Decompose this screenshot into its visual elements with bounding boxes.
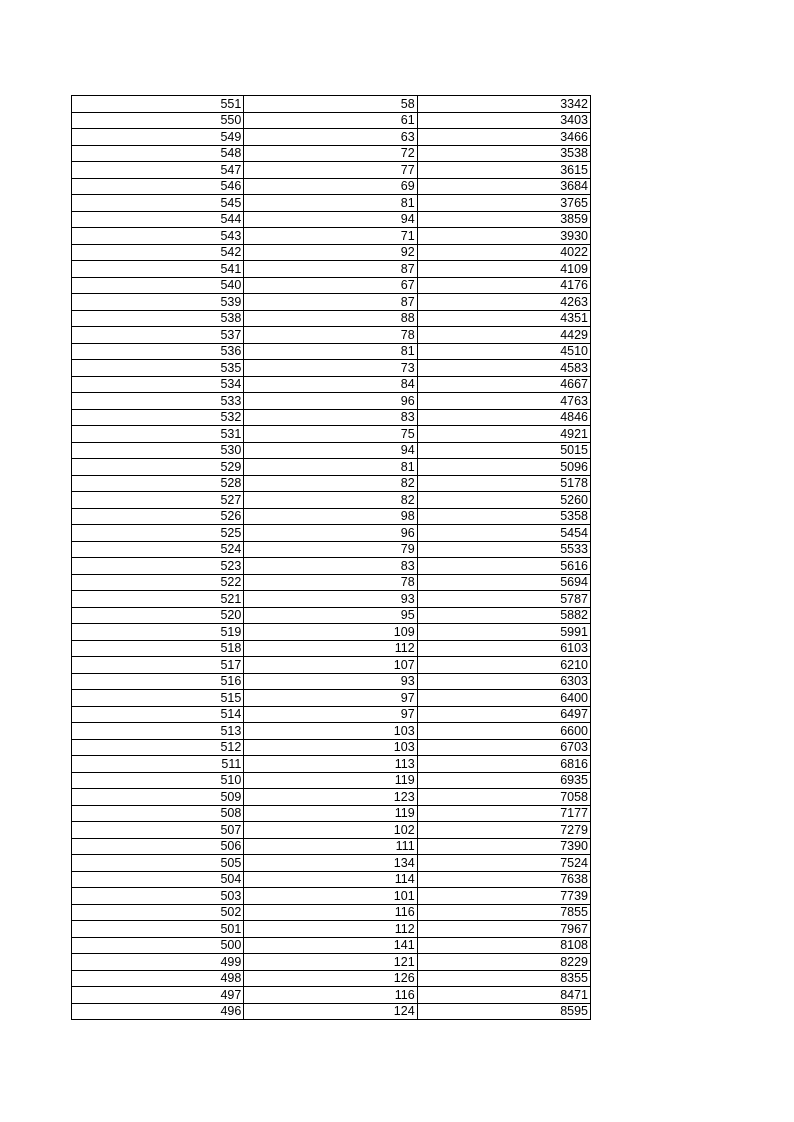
count-cell: 71: [244, 228, 417, 245]
score-cell: 501: [72, 921, 244, 938]
score-cell: 527: [72, 492, 244, 509]
table-row: [72, 723, 591, 740]
score-cell: 509: [72, 789, 244, 806]
score-cell: 535: [72, 360, 244, 377]
score-cell: 521: [72, 591, 244, 608]
count-cell: 134: [244, 855, 417, 872]
cumulative-cell: 3684: [417, 178, 590, 195]
table-row: [72, 558, 591, 575]
score-cell: 496: [72, 1003, 244, 1020]
cumulative-cell: 3615: [417, 162, 590, 179]
count-cell: 88: [244, 310, 417, 327]
cumulative-cell: 4763: [417, 393, 590, 410]
count-cell: 67: [244, 277, 417, 294]
count-cell: 124: [244, 1003, 417, 1020]
cumulative-cell: 7739: [417, 888, 590, 905]
score-cell: 513: [72, 723, 244, 740]
score-cell: 520: [72, 607, 244, 624]
score-cell: 522: [72, 574, 244, 591]
cumulative-cell: 6497: [417, 706, 590, 723]
cumulative-cell: 3403: [417, 112, 590, 129]
count-cell: 81: [244, 343, 417, 360]
count-cell: 72: [244, 145, 417, 162]
count-cell: 112: [244, 640, 417, 657]
score-cell: 550: [72, 112, 244, 129]
cumulative-cell: 7638: [417, 871, 590, 888]
cumulative-cell: 3538: [417, 145, 590, 162]
cumulative-cell: 7279: [417, 822, 590, 839]
table-row: [72, 393, 591, 410]
table-row: [72, 195, 591, 212]
table-row: [72, 541, 591, 558]
table-row: [72, 492, 591, 509]
table-row: [72, 640, 591, 657]
table-row: [72, 244, 591, 261]
score-cell: 526: [72, 508, 244, 525]
count-cell: 87: [244, 294, 417, 311]
score-cell: 551: [72, 96, 244, 113]
score-cell: 536: [72, 343, 244, 360]
score-cell: 500: [72, 937, 244, 954]
score-cell: 503: [72, 888, 244, 905]
table-row: [72, 96, 591, 113]
score-cell: 548: [72, 145, 244, 162]
table-row: [72, 871, 591, 888]
count-cell: 81: [244, 459, 417, 476]
count-cell: 58: [244, 96, 417, 113]
score-cell: 502: [72, 904, 244, 921]
score-cell: 508: [72, 805, 244, 822]
table-row: [72, 162, 591, 179]
table-row: [72, 129, 591, 146]
count-cell: 96: [244, 393, 417, 410]
score-cell: 541: [72, 261, 244, 278]
count-cell: 97: [244, 690, 417, 707]
score-cell: 549: [72, 129, 244, 146]
table-row: [72, 772, 591, 789]
cumulative-cell: 3765: [417, 195, 590, 212]
count-cell: 92: [244, 244, 417, 261]
count-cell: 98: [244, 508, 417, 525]
cumulative-cell: 5991: [417, 624, 590, 641]
cumulative-cell: 4429: [417, 327, 590, 344]
table-body: [72, 96, 591, 1020]
table-row: [72, 145, 591, 162]
table-row: [72, 228, 591, 245]
count-cell: 102: [244, 822, 417, 839]
score-cell: 506: [72, 838, 244, 855]
score-cell: 498: [72, 970, 244, 987]
table-row: [72, 904, 591, 921]
count-cell: 87: [244, 261, 417, 278]
count-cell: 111: [244, 838, 417, 855]
cumulative-cell: 6303: [417, 673, 590, 690]
count-cell: 95: [244, 607, 417, 624]
count-cell: 84: [244, 376, 417, 393]
cumulative-cell: 8471: [417, 987, 590, 1004]
cumulative-cell: 4510: [417, 343, 590, 360]
table-row: [72, 327, 591, 344]
count-cell: 93: [244, 673, 417, 690]
cumulative-cell: 4351: [417, 310, 590, 327]
cumulative-cell: 8595: [417, 1003, 590, 1020]
count-cell: 69: [244, 178, 417, 195]
score-cell: 525: [72, 525, 244, 542]
table-row: [72, 310, 591, 327]
cumulative-cell: 6210: [417, 657, 590, 674]
count-cell: 116: [244, 987, 417, 1004]
count-cell: 81: [244, 195, 417, 212]
score-table: [71, 95, 591, 1020]
score-cell: 531: [72, 426, 244, 443]
table-row: [72, 525, 591, 542]
count-cell: 73: [244, 360, 417, 377]
cumulative-cell: 5616: [417, 558, 590, 575]
cumulative-cell: 4263: [417, 294, 590, 311]
table-row: [72, 409, 591, 426]
table-row: [72, 607, 591, 624]
count-cell: 141: [244, 937, 417, 954]
table-row: [72, 739, 591, 756]
cumulative-cell: 4109: [417, 261, 590, 278]
cumulative-cell: 4583: [417, 360, 590, 377]
table-row: [72, 294, 591, 311]
table-row: [72, 706, 591, 723]
table-row: [72, 508, 591, 525]
cumulative-cell: 5787: [417, 591, 590, 608]
cumulative-cell: 7390: [417, 838, 590, 855]
cumulative-cell: 5260: [417, 492, 590, 509]
count-cell: 96: [244, 525, 417, 542]
count-cell: 114: [244, 871, 417, 888]
table-row: [72, 475, 591, 492]
cumulative-cell: 5882: [417, 607, 590, 624]
score-cell: 516: [72, 673, 244, 690]
table-row: [72, 343, 591, 360]
cumulative-cell: 7524: [417, 855, 590, 872]
table-row: [72, 954, 591, 971]
table-row: [72, 459, 591, 476]
cumulative-cell: 7177: [417, 805, 590, 822]
table-row: [72, 855, 591, 872]
cumulative-cell: 7967: [417, 921, 590, 938]
count-cell: 113: [244, 756, 417, 773]
count-cell: 119: [244, 772, 417, 789]
table-row: [72, 426, 591, 443]
table-row: [72, 442, 591, 459]
score-cell: 518: [72, 640, 244, 657]
count-cell: 119: [244, 805, 417, 822]
score-cell: 512: [72, 739, 244, 756]
score-cell: 497: [72, 987, 244, 1004]
cumulative-cell: 6600: [417, 723, 590, 740]
score-cell: 547: [72, 162, 244, 179]
table-row: [72, 805, 591, 822]
count-cell: 83: [244, 558, 417, 575]
score-cell: 514: [72, 706, 244, 723]
score-cell: 537: [72, 327, 244, 344]
cumulative-cell: 4667: [417, 376, 590, 393]
cumulative-cell: 7855: [417, 904, 590, 921]
score-cell: 511: [72, 756, 244, 773]
cumulative-cell: 6400: [417, 690, 590, 707]
count-cell: 94: [244, 211, 417, 228]
score-cell: 517: [72, 657, 244, 674]
cumulative-cell: 4176: [417, 277, 590, 294]
count-cell: 107: [244, 657, 417, 674]
cumulative-cell: 5015: [417, 442, 590, 459]
score-cell: 533: [72, 393, 244, 410]
cumulative-cell: 4846: [417, 409, 590, 426]
table-row: [72, 838, 591, 855]
score-cell: 499: [72, 954, 244, 971]
table-row: [72, 1003, 591, 1020]
table-row: [72, 277, 591, 294]
table-row: [72, 673, 591, 690]
cumulative-cell: 8355: [417, 970, 590, 987]
count-cell: 103: [244, 723, 417, 740]
cumulative-cell: 3466: [417, 129, 590, 146]
count-cell: 78: [244, 327, 417, 344]
score-cell: 530: [72, 442, 244, 459]
cumulative-cell: 3859: [417, 211, 590, 228]
count-cell: 77: [244, 162, 417, 179]
score-cell: 528: [72, 475, 244, 492]
score-cell: 523: [72, 558, 244, 575]
count-cell: 126: [244, 970, 417, 987]
table-row: [72, 376, 591, 393]
table-row: [72, 822, 591, 839]
table-row: [72, 211, 591, 228]
table-row: [72, 921, 591, 938]
score-cell: 515: [72, 690, 244, 707]
count-cell: 121: [244, 954, 417, 971]
score-cell: 542: [72, 244, 244, 261]
table-row: [72, 624, 591, 641]
count-cell: 116: [244, 904, 417, 921]
score-cell: 532: [72, 409, 244, 426]
cumulative-cell: 3342: [417, 96, 590, 113]
count-cell: 83: [244, 409, 417, 426]
table-row: [72, 657, 591, 674]
table-row: [72, 112, 591, 129]
count-cell: 94: [244, 442, 417, 459]
cumulative-cell: 6103: [417, 640, 590, 657]
cumulative-cell: 5533: [417, 541, 590, 558]
score-cell: 538: [72, 310, 244, 327]
cumulative-cell: 4921: [417, 426, 590, 443]
cumulative-cell: 5178: [417, 475, 590, 492]
cumulative-cell: 8108: [417, 937, 590, 954]
count-cell: 79: [244, 541, 417, 558]
score-cell: 524: [72, 541, 244, 558]
table-row: [72, 360, 591, 377]
count-cell: 78: [244, 574, 417, 591]
cumulative-cell: 5358: [417, 508, 590, 525]
count-cell: 63: [244, 129, 417, 146]
cumulative-cell: 3930: [417, 228, 590, 245]
table-row: [72, 261, 591, 278]
count-cell: 75: [244, 426, 417, 443]
table-row: [72, 690, 591, 707]
cumulative-cell: 8229: [417, 954, 590, 971]
score-cell: 543: [72, 228, 244, 245]
score-cell: 519: [72, 624, 244, 641]
count-cell: 61: [244, 112, 417, 129]
table-row: [72, 937, 591, 954]
count-cell: 109: [244, 624, 417, 641]
score-cell: 546: [72, 178, 244, 195]
cumulative-cell: 6816: [417, 756, 590, 773]
cumulative-cell: 6935: [417, 772, 590, 789]
count-cell: 103: [244, 739, 417, 756]
table-row: [72, 789, 591, 806]
cumulative-cell: 4022: [417, 244, 590, 261]
score-cell: 540: [72, 277, 244, 294]
cumulative-cell: 5694: [417, 574, 590, 591]
cumulative-cell: 5454: [417, 525, 590, 542]
table-row: [72, 591, 591, 608]
score-cell: 504: [72, 871, 244, 888]
count-cell: 93: [244, 591, 417, 608]
score-cell: 505: [72, 855, 244, 872]
count-cell: 82: [244, 475, 417, 492]
score-cell: 544: [72, 211, 244, 228]
table-row: [72, 756, 591, 773]
cumulative-cell: 7058: [417, 789, 590, 806]
count-cell: 112: [244, 921, 417, 938]
score-cell: 529: [72, 459, 244, 476]
count-cell: 82: [244, 492, 417, 509]
score-cell: 534: [72, 376, 244, 393]
cumulative-cell: 6703: [417, 739, 590, 756]
count-cell: 123: [244, 789, 417, 806]
count-cell: 97: [244, 706, 417, 723]
table-row: [72, 574, 591, 591]
table-row: [72, 888, 591, 905]
table-row: [72, 970, 591, 987]
score-cell: 507: [72, 822, 244, 839]
table-row: [72, 178, 591, 195]
cumulative-cell: 5096: [417, 459, 590, 476]
count-cell: 101: [244, 888, 417, 905]
score-cell: 539: [72, 294, 244, 311]
table-row: [72, 987, 591, 1004]
score-cell: 510: [72, 772, 244, 789]
score-cell: 545: [72, 195, 244, 212]
